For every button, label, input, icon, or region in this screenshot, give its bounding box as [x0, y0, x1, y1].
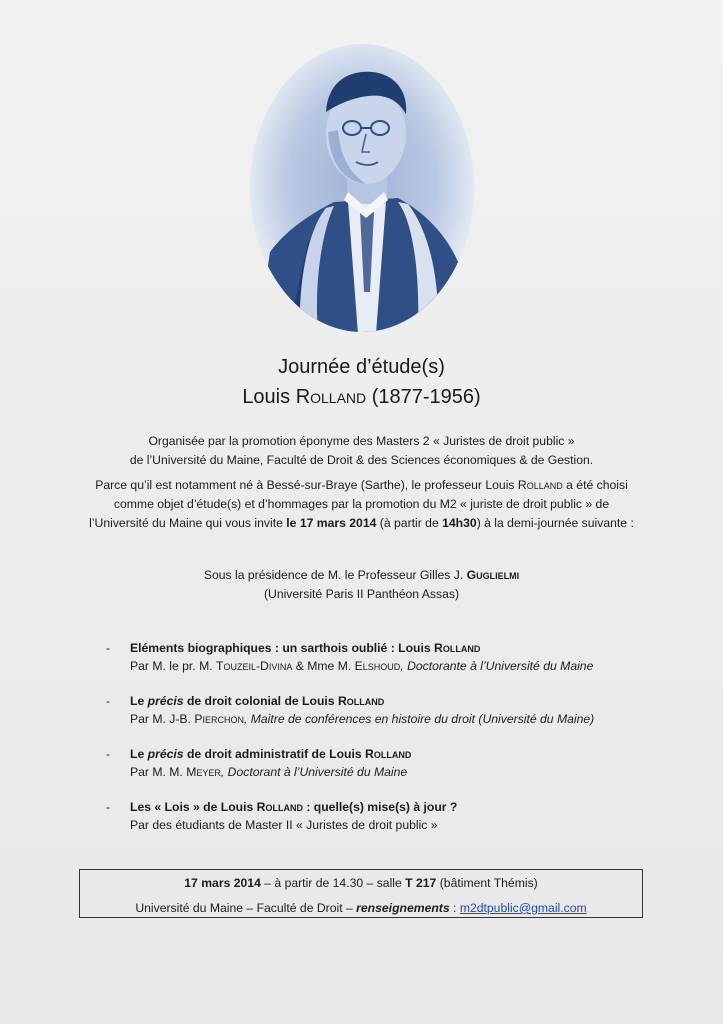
item-title-name: Rolland — [434, 641, 481, 655]
speaker-name-2: Elshoud — [354, 659, 401, 673]
presidence-name: Guglielmi — [466, 568, 520, 582]
title-name-last: Rolland — [295, 386, 367, 408]
program-item-title — [130, 692, 706, 710]
intro-p2-line3-end: ) à la demi-journée suivante : — [476, 516, 634, 530]
speaker-name-1: Meyer — [186, 765, 221, 779]
presidence-line1 — [0, 566, 723, 585]
title-name-first: Louis — [242, 386, 291, 408]
title-line1: Journée d’étude(s) — [278, 356, 445, 378]
speaker-role: , Doctorante à l’Université du Maine — [400, 659, 594, 673]
bullet-dash: - — [106, 694, 111, 708]
footer-time-room: – à partir de 14.30 – salle — [264, 876, 402, 890]
intro-p2-line1-end: a été choisi — [566, 478, 628, 492]
item-title-text: Eléments biographiques : un sarthois oublié : Louis — [130, 641, 431, 655]
footer-info-box — [79, 869, 643, 918]
footer-colon: : — [453, 901, 457, 915]
speaker-text: Par M. le pr. M. — [130, 659, 213, 673]
program-item-title — [130, 639, 706, 657]
item-title-name: Rolland — [365, 747, 412, 761]
speaker-text: Par des étudiants de Master II « Juristes de droit public » — [130, 818, 438, 832]
program-item — [106, 798, 706, 834]
item-title-text: Le — [130, 747, 145, 761]
intro-p2-line1 — [0, 476, 723, 495]
intro-p1-line1: Organisée par la promotion éponyme des Masters 2 « Juristes de droit public » — [148, 434, 575, 448]
footer-date: 17 mars 2014 — [184, 876, 261, 890]
intro-paragraph-1 — [0, 432, 723, 470]
intro-p2-line3 — [0, 514, 723, 533]
item-title-name: Rolland — [337, 694, 385, 708]
speaker-text: Par M. M. — [130, 765, 183, 779]
intro-p2-line2: comme objet d’étude(s) et d’hommages par la promotion du M2 « juriste de droit public » de — [113, 497, 610, 511]
intro-p2-line3-mid: (à partir de — [379, 516, 439, 530]
item-title-mid: de droit colonial de Louis — [186, 694, 335, 708]
bullet-dash: - — [106, 641, 111, 655]
program-item-title — [130, 798, 706, 816]
item-title-name: Rolland — [256, 800, 303, 814]
footer-university: Université du Maine – Faculté de Droit – — [135, 901, 353, 915]
program-list — [106, 639, 706, 851]
footer-building: (bâtiment Thémis) — [439, 876, 538, 890]
presidence-line2: (Université Paris II Panthéon Assas) — [263, 587, 460, 601]
bullet-dash: - — [106, 747, 111, 761]
speaker-name-1: Touzeil-Divina — [216, 659, 293, 673]
presidence-block — [0, 566, 723, 604]
item-title-text: Les « Lois » de Louis — [130, 800, 254, 814]
item-title-italic: précis — [147, 747, 184, 761]
poster-title — [0, 352, 723, 412]
intro-p2-line3-start: l’Université du Maine qui vous invite — [89, 516, 283, 530]
bullet-dash: - — [106, 800, 111, 814]
footer-line1 — [80, 875, 642, 891]
footer-renseignements: renseignements — [356, 901, 450, 915]
program-item-speaker — [130, 710, 706, 728]
title-line2 — [0, 382, 723, 412]
presidence-line1-start: Sous la présidence de M. le Professeur Gilles J. — [203, 568, 464, 582]
program-item-speaker — [130, 657, 706, 675]
program-item — [106, 692, 706, 728]
intro-p1-line2: de l’Université du Maine, Faculté de Droit & des Sciences économiques & de Gestion. — [129, 453, 594, 467]
program-item — [106, 745, 706, 781]
program-item-speaker — [130, 763, 706, 781]
item-title-text: Le — [130, 694, 145, 708]
intro-p2-line1-text: Parce qu’il est notamment né à Bessé-sur-Braye (Sarthe), le professeur Louis — [95, 478, 515, 492]
intro-paragraph-2 — [0, 476, 723, 533]
intro-p2-date: le 17 mars 2014 — [286, 516, 377, 530]
item-title-mid: de droit administratif de Louis — [186, 747, 362, 761]
speaker-name-1: Pierchon — [194, 712, 244, 726]
item-title-end: : quelle(s) mise(s) à jour ? — [306, 800, 458, 814]
title-years: (1877-1956) — [371, 386, 481, 408]
footer-room: T 217 — [405, 876, 437, 890]
speaker-mid: & Mme M. — [295, 659, 352, 673]
intro-p2-time: 14h30 — [442, 516, 477, 530]
portrait-louis-rolland — [248, 42, 476, 334]
item-title-italic: précis — [147, 694, 184, 708]
intro-p2-line1-name: Rolland — [517, 478, 563, 492]
program-item-title — [130, 745, 706, 763]
footer-line2 — [80, 900, 642, 916]
speaker-text: Par M. J-B. — [130, 712, 191, 726]
speaker-role: , Doctorant à l’Université du Maine — [220, 765, 408, 779]
program-item — [106, 639, 706, 675]
speaker-role: , Maitre de conférences en histoire du droit (Université du Maine) — [243, 712, 595, 726]
program-item-speaker — [130, 816, 706, 834]
contact-email-link[interactable]: m2dtpublic@gmail.com — [459, 901, 587, 915]
